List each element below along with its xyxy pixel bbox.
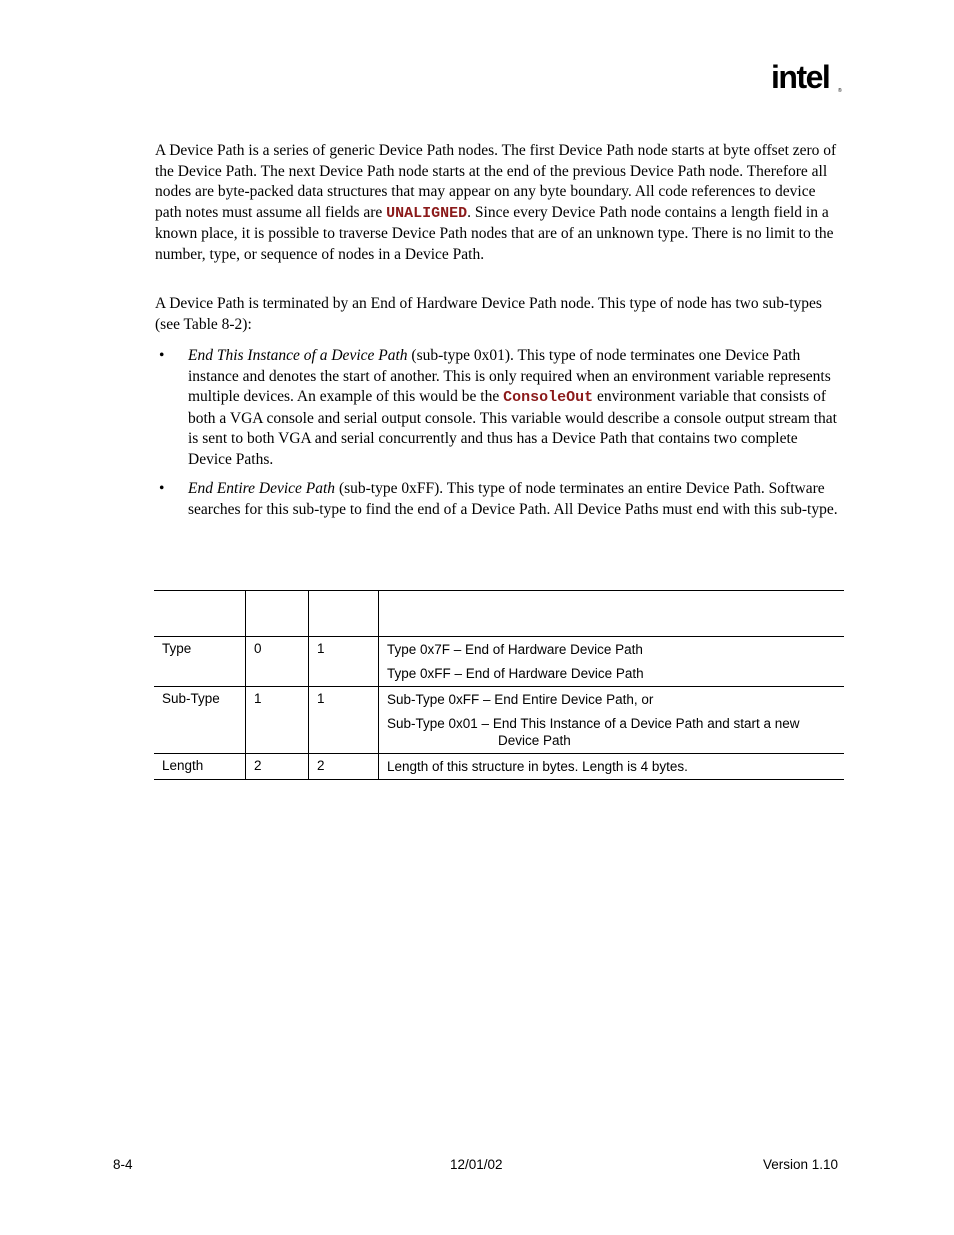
offset-cell: 1 bbox=[246, 686, 309, 753]
bullet-symbol: • bbox=[159, 347, 165, 364]
bullet-end-instance: • End This Instance of a Device Path (sub-type 0x01). This type of node terminates one Device Path instance and denotes the start of another. This is only required when an environment variable represents multiple devices. An example of this would be the ConsoleOut environment variable that consists of both a VGA console and serial output console. This variable would describe a console output stream that is sent to both VGA and serial concurrently and thus has a Device Path that contains two complete Device Paths. bbox=[159, 347, 837, 468]
bullet-end-entire: • End Entire Device Path (sub-type 0xFF). This type of node terminates an entire Device Path. Software searches for this sub-type to find the end of a Device Path. All Device Paths must end with this sub-type. bbox=[159, 480, 838, 518]
table-row bbox=[154, 753, 844, 779]
offset-cell: 0 bbox=[246, 636, 309, 686]
table-row bbox=[154, 636, 844, 686]
intro-paragraph: A Device Path is a series of generic Device Path nodes. The first Device Path node starts at byte offset zero of the Device Path. The next Device Path node starts at the end of the previous Device Path node. Therefore all nodes are byte-packed data structures that may appear on any byte boundary. All code references to device path notes must assume all fields are UNALIGNED. Since every Device Path node contains a length field in a known place, it is possible to traverse Device Path nodes that are of an unknown type. There is no limit to the number, type, or sequence of nodes in a Device Path. bbox=[155, 142, 837, 263]
svg-text:®: ® bbox=[838, 88, 842, 94]
consoleout-keyword: ConsoleOut bbox=[503, 389, 594, 407]
footer-date: 12/01/02 bbox=[450, 1157, 503, 1172]
termination-paragraph: A Device Path is terminated by an End of Hardware Device Path node. This type of node has two sub-types (see Table 8-2): bbox=[155, 295, 822, 333]
end-device-path-table bbox=[154, 590, 844, 780]
size-cell: 1 bbox=[309, 686, 379, 753]
footer-version: Version 1.10 bbox=[763, 1157, 839, 1172]
mnemonic-cell: Length bbox=[154, 753, 246, 779]
bullet-title: End Entire Device Path bbox=[188, 480, 336, 497]
size-cell: 2 bbox=[309, 753, 379, 779]
unaligned-keyword: UNALIGNED bbox=[386, 204, 468, 222]
bullet-symbol: • bbox=[159, 480, 165, 497]
footer-page-number: 8-4 bbox=[113, 1157, 133, 1172]
intel-logo-text: intel bbox=[771, 59, 830, 95]
description-cell: Type 0x7F – End of Hardware Device Path Type 0xFF – End of Hardware Device Path bbox=[379, 636, 845, 686]
table-row bbox=[154, 686, 844, 753]
offset-cell: 2 bbox=[246, 753, 309, 779]
table-header-row bbox=[154, 590, 844, 636]
bullet-title: End This Instance of a Device Path bbox=[188, 347, 408, 364]
size-cell: 1 bbox=[309, 636, 379, 686]
description-cell: Length of this structure in bytes. Length is 4 bytes. bbox=[379, 753, 845, 779]
description-cell: Sub-Type 0xFF – End Entire Device Path, or Sub-Type 0x01 – End This Instance of a Device Path and start a new Device Path bbox=[379, 686, 845, 753]
mnemonic-cell: Type bbox=[154, 636, 246, 686]
intel-logo bbox=[770, 58, 842, 104]
mnemonic-cell: Sub-Type bbox=[154, 686, 246, 753]
